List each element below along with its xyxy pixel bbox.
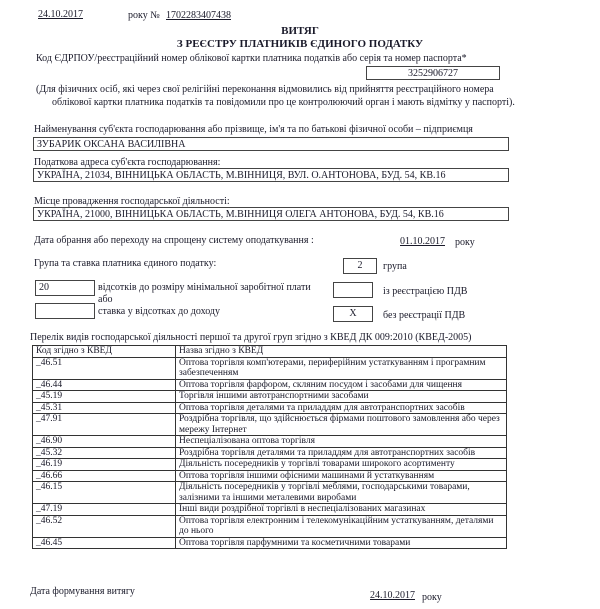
header-year-label: року № xyxy=(128,10,160,21)
group-field: 2 xyxy=(343,258,377,274)
kved-name: Роздрібна торгівля, що здійснюється фірмами поштового замовлення або через мережу Інтернет xyxy=(176,414,507,436)
kved-code: _46.51 xyxy=(33,357,176,379)
kved-name: Діяльність посередників у торгівлі меблями, господарськими товарами, залізними та іншими металевими виробами xyxy=(176,482,507,504)
name-field: ЗУБАРИК ОКСАНА ВАСИЛІВНА xyxy=(33,137,509,151)
tax-address-label: Податкова адреса суб'єкта господарювання: xyxy=(34,157,221,168)
kved-table xyxy=(32,345,507,549)
income-rate-field xyxy=(35,303,95,319)
table-row xyxy=(33,391,507,403)
note-line2: облікової картки платника податків та повідомили про це контролюючий орган і мають відмітку у паспорті). xyxy=(52,97,515,108)
kved-name: Діяльність посередників у торгівлі товарами широкого асортименту xyxy=(176,459,507,471)
id-code-field: 3252906727 xyxy=(366,66,500,80)
vat-without-checkbox: X xyxy=(333,306,373,322)
header-number: 1702283407438 xyxy=(166,10,231,21)
kved-name: Неспеціалізована оптова торгівля xyxy=(176,436,507,448)
table-row xyxy=(33,515,507,537)
kved-code: _45.19 xyxy=(33,391,176,403)
table-row xyxy=(33,537,507,549)
kved-name: Оптова торгівля парфумними та косметичними товарами xyxy=(176,537,507,549)
tax-address-field: УКРАЇНА, 21034, ВІННИЦЬКА ОБЛАСТЬ, М.ВІННИЦЯ, ВУЛ. О.АНТОНОВА, БУД. 54, КВ.16 xyxy=(33,168,509,182)
kved-name: Інші види роздрібної торгівлі в неспеціалізованих магазинах xyxy=(176,504,507,516)
kved-col-name: Назва згідно з КВЕД xyxy=(176,346,507,358)
footer-date: 24.10.2017 xyxy=(370,590,415,601)
kved-code: _45.31 xyxy=(33,402,176,414)
vat-with-checkbox xyxy=(333,282,373,298)
table-row xyxy=(33,357,507,379)
activity-place-field: УКРАЇНА, 21000, ВІННИЦЬКА ОБЛАСТЬ, М.ВІННИЦЯ ОЛЕГА АНТОНОВА, БУД. 54, КВ.16 xyxy=(33,207,509,221)
kved-name: Оптова торгівля комп'ютерами, периферійним устаткуванням і програмним забезпеченням xyxy=(176,357,507,379)
group-suffix: група xyxy=(383,261,407,272)
vat-without-label: без реєстрації ПДВ xyxy=(383,310,466,321)
table-row xyxy=(33,459,507,471)
name-label: Найменування суб'єкта господарювання або прізвище, ім'я та по батькові фізичної особи – підприємця xyxy=(34,124,473,135)
footer-label: Дата формування витягу xyxy=(30,586,135,597)
or-label: або xyxy=(98,294,113,305)
table-row xyxy=(33,447,507,459)
simplified-date: 01.10.2017 xyxy=(400,236,445,247)
table-row xyxy=(33,504,507,516)
min-wage-label: відсотків до розміру мінімальної заробітної плати xyxy=(98,282,311,293)
kved-code: _46.44 xyxy=(33,379,176,391)
kved-name: Оптова торгівля фарфором, скляним посудом і засобами для чищення xyxy=(176,379,507,391)
vat-with-label: із реєстрацією ПДВ xyxy=(383,286,468,297)
title-line2: З РЕЄСТРУ ПЛАТНИКІВ ЄДИНОГО ПОДАТКУ xyxy=(176,38,424,50)
kved-name: Оптова торгівля іншими офісними машинами й устаткуванням xyxy=(176,470,507,482)
kved-name: Торгівля іншими автотранспортними засобами xyxy=(176,391,507,403)
table-row xyxy=(33,482,507,504)
group-label: Група та ставка платника єдиного податку: xyxy=(34,258,217,269)
id-code-label: Код ЄДРПОУ/реєстраційний номер облікової картки платника податків або серія та номер паспорта* xyxy=(36,53,467,64)
min-wage-field: 20 xyxy=(35,280,95,296)
kved-code: _47.19 xyxy=(33,504,176,516)
kved-code: _47.91 xyxy=(33,414,176,436)
table-row xyxy=(33,436,507,448)
kved-col-code: Код згідно з КВЕД xyxy=(33,346,176,358)
table-row xyxy=(33,379,507,391)
kved-code: _46.19 xyxy=(33,459,176,471)
simplified-suffix: року xyxy=(455,237,475,248)
kved-code: _46.45 xyxy=(33,537,176,549)
kved-name: Оптова торгівля деталями та приладдям для автотранспортних засобів xyxy=(176,402,507,414)
footer-suffix: року xyxy=(422,592,442,603)
income-rate-label: ставка у відсотках до доходу xyxy=(98,306,220,317)
kved-code: _46.15 xyxy=(33,482,176,504)
kved-caption: Перелік видів господарської діяльності першої та другої груп згідно з КВЕД ДК 009:2010 (КВЕД-2005) xyxy=(30,332,472,343)
table-row xyxy=(33,414,507,436)
kved-code: _46.90 xyxy=(33,436,176,448)
kved-code: _45.32 xyxy=(33,447,176,459)
table-row xyxy=(33,470,507,482)
note-line1: (Для фізичних осіб, які через свої релігійні переконання відмовились від прийняття реєстраційного номера xyxy=(36,84,494,95)
activity-place-label: Місце провадження господарської діяльності: xyxy=(34,196,230,207)
header-date: 24.10.2017 xyxy=(38,9,83,20)
kved-code: _46.52 xyxy=(33,515,176,537)
table-row xyxy=(33,402,507,414)
simplified-label: Дата обрання або переходу на спрощену систему оподаткування : xyxy=(34,235,314,246)
kved-code: _46.66 xyxy=(33,470,176,482)
kved-name: Роздрібна торгівля деталями та приладдям для автотранспортних засобів xyxy=(176,447,507,459)
title-line1: ВИТЯГ xyxy=(281,25,319,37)
kved-header-row xyxy=(33,346,507,358)
kved-name: Оптова торгівля електронним і телекомунікаційним устаткуванням, деталями до нього xyxy=(176,515,507,537)
